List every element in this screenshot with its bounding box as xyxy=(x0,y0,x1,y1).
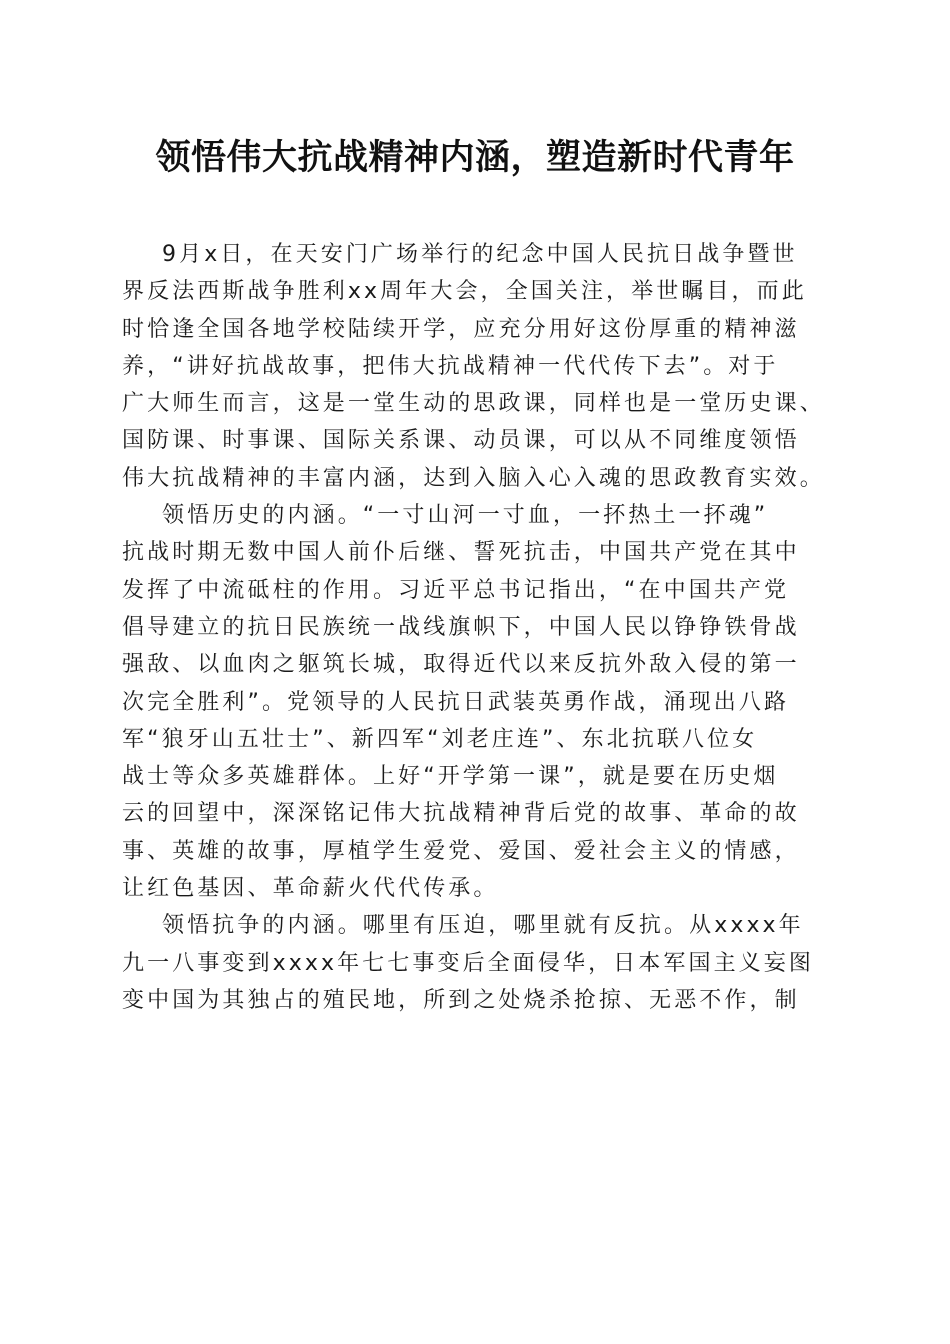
paragraph-2-line: 发挥了中流砥柱的作用。习近平总书记指出，“在中国共产党 xyxy=(122,577,790,603)
paragraph-1-line: 9月x日，在天安门广场举行的纪念中国人民抗日战争暨世 xyxy=(162,242,798,267)
document-body xyxy=(122,236,828,1019)
paragraph-1-line: 时恰逢全国各地学校陆续开学，应充分用好这份厚重的精神滋 xyxy=(122,316,800,342)
paragraph-2-line: 让红色基因、革命薪火代代传承。 xyxy=(122,876,499,902)
paragraph-1-line: 养，“讲好抗战故事，把伟大抗战精神一代代传下去”。对于 xyxy=(122,353,779,379)
paragraph-2-line: 倡导建立的抗日民族统一战线旗帜下，中国人民以铮铮铁骨战 xyxy=(122,614,800,640)
paragraph-3-line: 九一八事变到xxxx年七七事变后全面侵华，日本军国主义妄图 xyxy=(122,950,814,976)
paragraph-1-line: 广大师生而言，这是一堂生动的思政课，同样也是一堂历史课、 xyxy=(122,391,825,417)
document-title: 领悟伟大抗战精神内涵，塑造新时代青年 xyxy=(155,137,795,178)
paragraph-2-line: 强敌、以血肉之躯筑长城，取得近代以来反抗外敌入侵的第一 xyxy=(122,652,800,678)
paragraph-2-line: 战士等众多英雄群体。上好“开学第一课”，就是要在历史烟 xyxy=(122,764,779,790)
paragraph-2-line: 领悟历史的内涵。“一寸山河一寸血，一抔热土一抔魂” xyxy=(162,503,769,529)
paragraph-2-line: 云的回望中，深深铭记伟大抗战精神背后党的故事、革命的故 xyxy=(122,801,800,827)
paragraph-1-line: 界反法西斯战争胜利xx周年大会，全国关注，举世瞩目，而此 xyxy=(122,279,807,305)
paragraph-1-line: 伟大抗战精神的丰富内涵，达到入脑入心入魂的思政教育实效。 xyxy=(122,465,825,491)
paragraph-2-line: 次完全胜利”。党领导的人民抗日武装英勇作战，涌现出八路 xyxy=(122,689,790,715)
paragraph-3-line: 领悟抗争的内涵。哪里有压迫，哪里就有反抗。从xxxx年 xyxy=(162,913,804,939)
paragraph-3-line: 变中国为其独占的殖民地，所到之处烧杀抢掠、无恶不作，制 xyxy=(122,987,800,1013)
paragraph-1-line: 国防课、时事课、国际关系课、动员课，可以从不同维度领悟 xyxy=(122,428,800,454)
paragraph-2-line: 抗战时期无数中国人前仆后继、誓死抗击，中国共产党在其中 xyxy=(122,540,800,566)
paragraph-2-line: 军“狼牙山五壮士”、新四军“刘老庄连”、东北抗联八位女 xyxy=(122,726,758,752)
paragraph-2-line: 事、英雄的故事，厚植学生爱党、爱国、爱社会主义的情感， xyxy=(122,838,800,864)
